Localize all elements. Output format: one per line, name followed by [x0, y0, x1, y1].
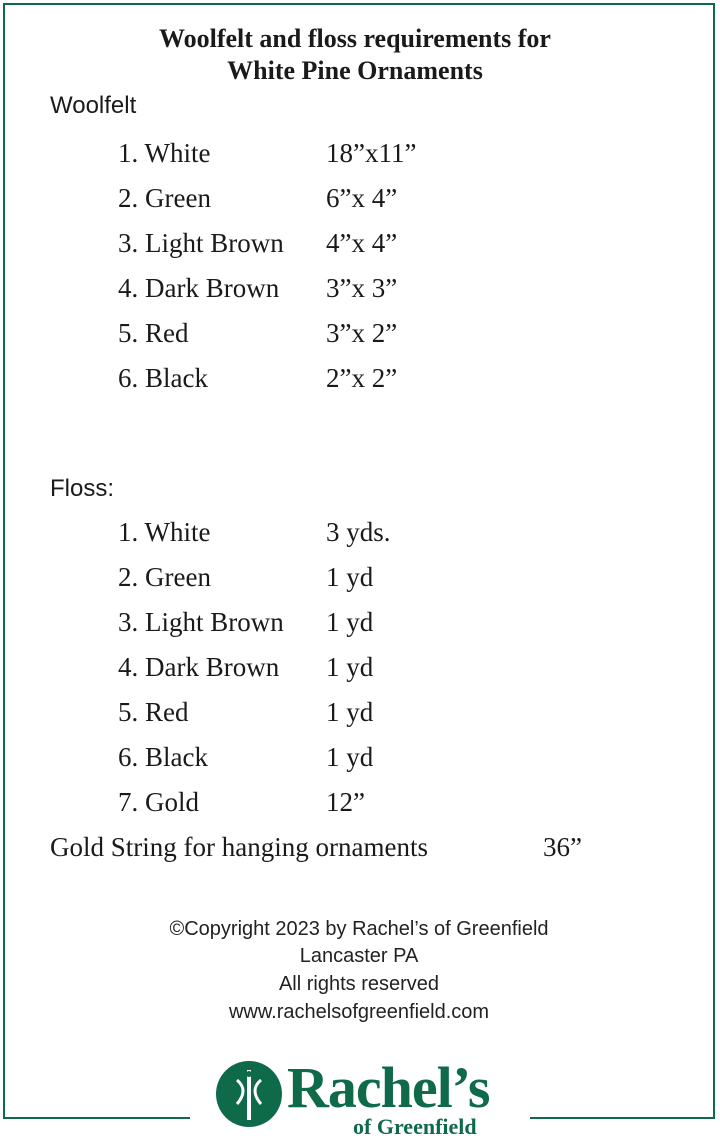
floss-item-amount: 12” — [326, 787, 365, 817]
floss-item-name: 6. Black — [118, 742, 208, 772]
floss-item-amount: 3 yds. — [326, 517, 391, 547]
floss-item-amount: 1 yd — [326, 697, 374, 727]
floss-item-amount: 1 yd — [326, 652, 374, 682]
gold-string-label: Gold String for hanging ornaments — [50, 832, 428, 862]
woolfelt-heading: Woolfelt — [50, 92, 137, 119]
woolfelt-item-amount: 3”x 3” — [326, 273, 398, 303]
page-subtitle: White Pine Ornaments — [227, 56, 483, 85]
woolfelt-item-name: 3. Light Brown — [118, 228, 284, 258]
woolfelt-item-name: 5. Red — [118, 318, 189, 348]
floss-heading: Floss: — [50, 475, 115, 502]
page-title: Woolfelt and floss requirements for — [159, 24, 551, 53]
woolfelt-item-amount: 18”x11” — [326, 138, 417, 168]
floss-item-name: 5. Red — [118, 697, 189, 727]
floss-item-name: 7. Gold — [118, 787, 199, 817]
location-text: Lancaster PA — [299, 945, 419, 967]
floss-item-amount: 1 yd — [326, 607, 374, 637]
floss-item-amount: 1 yd — [326, 742, 374, 772]
floss-item-amount: 1 yd — [326, 562, 374, 592]
website-link[interactable]: www.rachelsofgreenfield.com — [228, 1001, 490, 1023]
woolfelt-item-name: 6. Black — [118, 363, 208, 393]
gold-string-amount: 36” — [543, 832, 582, 862]
copyright-text: ©Copyright 2023 by Rachel’s of Greenfield — [169, 918, 549, 940]
floss-item-name: 1. White — [118, 517, 211, 547]
rights-text: All rights reserved — [278, 973, 440, 995]
brand-subtitle: of Greenfield — [353, 1114, 477, 1139]
floss-item-name: 4. Dark Brown — [118, 652, 280, 682]
floss-item-name: 2. Green — [118, 562, 211, 592]
woolfelt-item-name: 2. Green — [118, 183, 211, 213]
woolfelt-item-amount: 4”x 4” — [326, 228, 398, 258]
woolfelt-item-amount: 2”x 2” — [326, 363, 398, 393]
woolfelt-item-amount: 6”x 4” — [326, 183, 398, 213]
woolfelt-item-name: 1. White — [118, 138, 211, 168]
woolfelt-item-amount: 3”x 2” — [326, 318, 398, 348]
brand-name: Rachel’s — [287, 1055, 490, 1120]
floss-item-name: 3. Light Brown — [118, 607, 284, 637]
spool-needle-icon — [215, 1060, 283, 1128]
woolfelt-item-name: 4. Dark Brown — [118, 273, 280, 303]
brand-logo — [215, 1055, 515, 1139]
